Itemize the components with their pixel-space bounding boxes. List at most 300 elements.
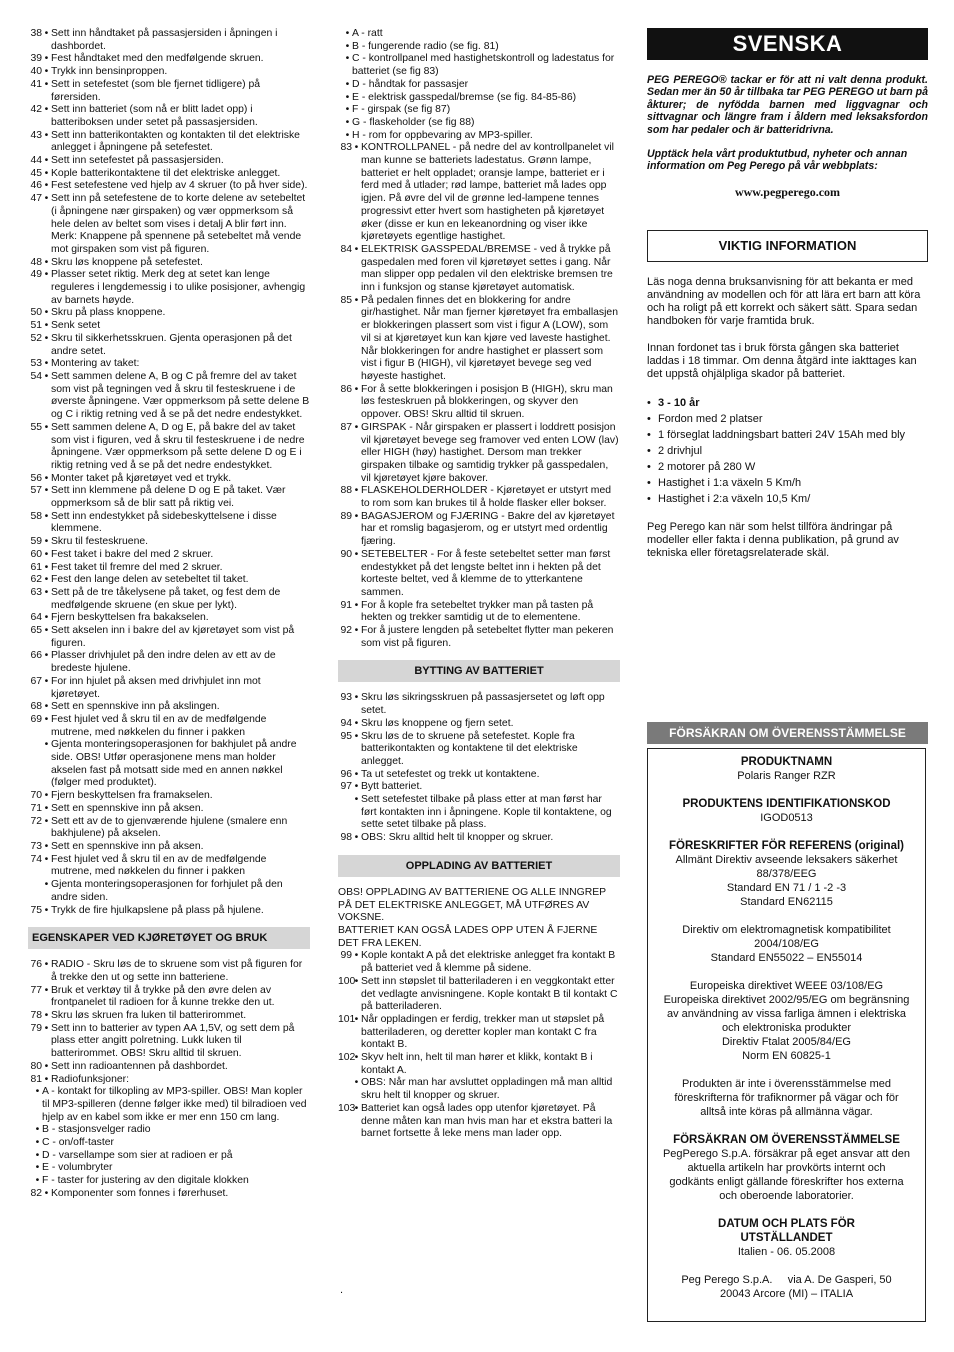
list-item: [28, 549, 310, 562]
list-item: [28, 28, 310, 53]
assembly-steps-list: [28, 28, 310, 917]
item-text: G - flaskeholder (se fig 88): [352, 116, 475, 128]
column-left: [28, 28, 310, 1201]
list-item: [338, 295, 620, 384]
intro-website-text: Upptäck hela vårt produktutbud, nyheter och annan information om Peg Perego på vår webbplats:: [647, 148, 908, 173]
column-right: [647, 28, 928, 560]
list-item: [28, 104, 310, 129]
bullet-icon: •: [44, 713, 49, 725]
list-item: [28, 1074, 310, 1087]
list-item: [28, 1023, 310, 1061]
bullet-icon: •: [354, 950, 359, 962]
bullet-icon: •: [647, 428, 651, 441]
list-item: [338, 422, 620, 486]
product-name-value: Polaris Ranger RZR: [737, 770, 836, 782]
text-line: Direktiv Ftalat 2005/84/EG: [721, 1036, 851, 1048]
item-text: Trykk inn bensinproppen.: [51, 66, 168, 78]
item-text: Sett en spennskive inn på aksen.: [51, 841, 204, 852]
list-item: [28, 879, 310, 904]
spec-list: [647, 395, 928, 507]
item-number: 39: [30, 53, 42, 65]
bullet-icon: •: [44, 53, 49, 65]
item-number: 55: [30, 421, 42, 433]
bullet-icon: •: [44, 548, 49, 560]
info-paragraph-3: Peg Perego kan när som helst tillföra ändringar på modeller eller fakta i denna publikation, på grund av tekniska eller företagsrelaterade skäl.: [647, 520, 899, 559]
item-text: Bytt batteriet.: [361, 781, 423, 793]
list-item: [338, 79, 620, 92]
item-number: 46: [30, 180, 42, 192]
item-number: 50: [30, 307, 42, 319]
bullet-icon: •: [44, 586, 49, 598]
declaration-title: FÖRSÄKRAN OM ÖVERENSSTÄMMELSE: [647, 722, 928, 744]
charging-warning: OBS! OPPLADING AV BATTERIENE OG ALLE INNGREP PÅ DET ELEKTRISKE ANLEGGET, MÅ UTFØRES AV VOKSNE. BATTERIET KAN OGSÅ LADES OPP UTEN Å FJERNE DET FRA LEKEN.: [338, 886, 606, 949]
item-text: ELEKTRISK GASSPEDAL/BREMSE - ved å trykke på gaspedalen med foren vil kjøretøyet settes i gang. Når man slipper opp pedalen vil den elektriske bremsen tre inn i funksjon og stanse kjøretøyet automatisk.: [361, 243, 613, 294]
item-number: 45: [30, 167, 42, 179]
bullet-icon: •: [44, 675, 49, 687]
item-text: Sett en spennskive inn på akslingen.: [51, 701, 220, 713]
column-middle: [338, 28, 620, 1141]
bullet-icon: •: [44, 155, 49, 167]
list-item: [338, 794, 620, 832]
bullet-icon: •: [44, 1010, 49, 1022]
list-item: [28, 959, 310, 984]
item-text: Batteriet kan også lades opp utenfor kjøretøyet. På denne måten kan man hvis man har et ekstra batteri la barnet fortsette å leke mens man lader opp.: [361, 1102, 613, 1140]
list-item: [28, 841, 310, 854]
item-text: Plasser drivhjulet på den indre delen av ett av de bredeste hjulene.: [51, 650, 276, 675]
list-item: [338, 549, 620, 600]
text-line: Direktiv om elektromagnetisk kompatibilitet: [682, 924, 891, 936]
item-text: C - on/off-taster: [42, 1137, 114, 1149]
list-item: [338, 832, 620, 845]
item-number: 47: [30, 193, 42, 205]
item-number: 91: [340, 599, 352, 611]
website-link[interactable]: www.pegperego.com: [734, 184, 841, 199]
item-text: Sett sammen delene A, B og C på fremre del av taket som vist på tegningen ved å skru til festeskruene i de øverste åpningene. Vær oppmerksom på sette delene B og C i riktig retning ved å se på det nedre endestykket.: [51, 370, 310, 421]
list-item: [28, 1061, 310, 1074]
item-number: 66: [30, 650, 42, 662]
list-item: [338, 950, 620, 975]
list-item: [28, 130, 310, 155]
spec-item: [647, 427, 928, 443]
item-text: Fest taket til fremre del med 2 skruer.: [51, 561, 223, 573]
item-number: 89: [340, 510, 352, 522]
item-number: 64: [30, 612, 42, 624]
list-item: [338, 384, 620, 422]
item-text: RADIO - Skru løs de to skruene som vist på figuren for å trekke den ut og sette inn batteriene.: [51, 959, 303, 983]
item-text: Sett på de tre tåkelysene på taket, og fest dem de medfølgende skruene (en skue per lykt).: [51, 586, 281, 611]
item-number: 52: [30, 332, 42, 344]
bullet-icon: •: [44, 815, 49, 827]
list-item: [338, 1077, 620, 1102]
bullet-icon: •: [44, 269, 49, 281]
text-line: av användning av vissa farliga ämnen i elektriska: [666, 1008, 907, 1020]
battery-change-list: [338, 692, 620, 844]
list-item: [338, 28, 620, 41]
item-number: 103: [338, 1102, 356, 1114]
item-text: Skru til sikkerhetsskruen. Gjenta operasjonen på det andre setet.: [51, 332, 292, 357]
item-number: 69: [30, 713, 42, 725]
section-title-battery-change: BYTTING AV BATTERIET: [338, 660, 620, 682]
item-number: 76: [30, 959, 42, 971]
bullet-icon: •: [345, 53, 350, 65]
list-item: [28, 625, 310, 650]
list-item: [28, 66, 310, 79]
intro-text: PEG PEREGO® tackar er för att ni valt denna produkt. Sedan mer än 50 år tillbaka tar PEG PEREGO ut barn på åkturer; de nyfödda barnen med liggvagnar och sittvagnar och längre fram i åldern med leksaksfordon som har pedaler och är batteridrivna.: [647, 74, 928, 136]
list-item: [338, 718, 620, 731]
bullet-icon: •: [35, 1175, 40, 1187]
item-number: 84: [340, 243, 352, 255]
list-item: [28, 816, 310, 841]
bullet-icon: •: [44, 1022, 49, 1034]
item-text: Fjern beskyttelsen fra framakselen.: [51, 790, 213, 802]
bullet-icon: •: [647, 460, 651, 473]
item-text: B - stasjonsvelger radio: [42, 1124, 151, 1136]
bullet-icon: •: [647, 444, 651, 457]
bullet-icon: •: [44, 984, 49, 996]
item-text: KONTROLLPANEL - på nedre del av kontrollpanelet vil man kunne se batteriets ladestatus. Grønn lampe, batteriet er helt oppladet; oransje lampe, batteriet er i ferd med å utlader; rød lampe, batteriet må lades opp igjen. På øvre del vil de grønne led-lampene tennes progressivt etter hvert som hastigheten på kjøretøyet øker (disse er kun en lekeanordning og viser ikke kjøretøyets egentlige hastighet.: [361, 142, 614, 243]
item-text: Sett akselen inn i bakre del av kjøretøyet som vist på figuren.: [51, 625, 295, 649]
item-text: Sett inn to batterier av typen AA 1,5V, og sett dem på plass etter angitt polretning. Lukk luken til batterirommet. OBS! Skru alltid til skruen.: [51, 1022, 295, 1060]
item-number: 41: [30, 78, 42, 90]
bullet-icon: •: [44, 739, 49, 751]
bullet-icon: •: [354, 510, 359, 522]
bullet-icon: •: [354, 781, 359, 793]
text-line: Standard EN62115: [740, 896, 833, 908]
list-item: [338, 511, 620, 549]
text-line: föreskrifterna för trafiknormer på vägar och för: [674, 1092, 899, 1104]
list-item: [28, 257, 310, 270]
product-code-value: IGOD0513: [760, 812, 813, 824]
item-text: Sett setefestet tilbake på plass etter at man først har ført kontakten inn i åpningene. Kople til kontaktene, og sette setet tilbake på plass.: [361, 794, 612, 831]
bullet-icon: •: [647, 492, 651, 505]
list-item: [28, 562, 310, 575]
list-item: [338, 130, 620, 143]
bullet-icon: •: [44, 129, 49, 141]
bullet-icon: •: [345, 116, 350, 128]
list-item: [28, 905, 310, 918]
bullet-icon: •: [44, 650, 49, 662]
item-number: 93: [340, 692, 352, 704]
list-item: [338, 1014, 620, 1052]
bullet-icon: •: [44, 320, 49, 332]
bullet-icon: •: [35, 1149, 40, 1161]
list-item: [28, 473, 310, 486]
item-number: 75: [30, 904, 42, 916]
item-text: Montering av taket:: [51, 358, 140, 370]
item-text: For å sette blokkeringen i posisjon B (HIGH), skru man løs festeskruen på blokkeringen, og skyver den oppover. OBS! Skru alltid til skruen.: [361, 383, 613, 421]
important-info-title: VIKTIG INFORMATION: [647, 230, 928, 262]
list-item: [338, 53, 620, 78]
bullet-icon: •: [44, 421, 49, 433]
item-text: Fjern beskyttelsen fra bakakselen.: [51, 612, 209, 624]
item-text: D - håndtak for passasjer: [352, 78, 469, 90]
item-number: 80: [30, 1060, 42, 1072]
item-text: Sett inn endestykket på sidebeskyttelsene i disse klemmene.: [51, 510, 277, 535]
item-number: 40: [30, 66, 42, 78]
item-number: 78: [30, 1010, 42, 1022]
list-item: [28, 701, 310, 714]
item-number: 68: [30, 701, 42, 713]
item-text: Skru løs knoppene og fjern setet.: [361, 717, 514, 729]
item-number: 44: [30, 155, 42, 167]
list-item: [338, 692, 620, 717]
list-item: [28, 358, 310, 371]
text-line: 2004/108/EG: [754, 938, 819, 950]
bullet-icon: •: [354, 768, 359, 780]
item-number: 88: [340, 485, 352, 497]
list-item: [338, 92, 620, 105]
list-item: [28, 1137, 310, 1150]
item-number: 99: [340, 950, 352, 962]
bullet-icon: •: [44, 104, 49, 116]
item-text: Fest hjulet ved å skru til en av de medfølgende mutrene, med nøkkelen du finner i pakken: [51, 713, 267, 738]
bullet-icon: •: [44, 841, 49, 852]
text-line: Europeiska direktivet 2002/95/EG om begränsning: [663, 994, 910, 1006]
list-item: [338, 625, 620, 650]
item-text: H - rom for oppbevaring av MP3-spiller.: [352, 129, 533, 141]
item-text: Fest hjulet ved å skru til en av de medfølgende mutrene, med nøkkelen du finner i pakken: [51, 853, 267, 878]
list-item: [28, 269, 310, 307]
bullet-icon: •: [345, 129, 350, 141]
bullet-icon: •: [44, 625, 49, 637]
item-number: 102: [338, 1052, 356, 1064]
item-text: Sett inn batterikontakten og kontakten til det elektriske anlegget i åpningene på setefestet.: [51, 129, 300, 154]
item-number: 95: [340, 730, 352, 742]
list-item: [28, 1124, 310, 1137]
spec-text: 2 motorer på 280 W: [658, 460, 756, 473]
spec-item: [647, 395, 928, 411]
text-line: 88/378/EEG: [756, 868, 817, 880]
spec-text: Fordon med 2 platser: [658, 412, 763, 425]
item-number: 56: [30, 472, 42, 484]
bullet-icon: •: [44, 193, 49, 205]
item-number: 70: [30, 790, 42, 802]
spec-text: 1 förseglat laddningsbart batteri 24V 15Ah med bly: [658, 428, 906, 441]
list-item: [338, 1052, 620, 1077]
item-text: E - volumbryter: [42, 1162, 113, 1174]
bullet-icon: •: [354, 383, 359, 395]
language-title: SVENSKA: [647, 28, 928, 60]
bullet-icon: •: [44, 853, 49, 865]
info-paragraph-2: Innan fordonet tas i bruk första gången ska batteriet laddas i 18 timmar. Om denna åtgärd inte iakttages kan det uppstå ohjälpliga skador på batteriet.: [647, 341, 917, 380]
list-item: [28, 739, 310, 790]
list-item: [28, 180, 310, 193]
components-list: [338, 28, 620, 650]
item-text: Radiofunksjoner:: [51, 1073, 129, 1085]
bullet-icon: •: [345, 28, 350, 39]
features-list: [28, 959, 310, 1200]
item-text: FLASKEHOLDERHOLDER - Kjøretøyet er utstyrt med to rom som kan brukes til å holde flasker eller bokser.: [361, 485, 612, 510]
bullet-icon: •: [354, 1102, 359, 1114]
item-number: 67: [30, 675, 42, 687]
list-item: [338, 41, 620, 54]
traffic-notice: [654, 1077, 919, 1119]
item-text: OBS: Skru alltid helt til knopper og skruer.: [361, 832, 554, 844]
item-text: A - kontakt for tilkopling av MP3-spiller. OBS! Man kopler til MP3-spilleren (denne følger ikke med) til bilradioen ved hjelp av en kabel som ikke er mer enn 150 cm lang.: [42, 1086, 307, 1123]
item-text: For inn hjulet på aksen med drivhjulet inn mot kjøretøyet.: [51, 675, 261, 700]
conformity-heading: FÖRSÄKRAN OM ÖVERENSSTÄMMELSE: [673, 1134, 900, 1146]
item-number: 87: [340, 421, 352, 433]
item-text: Sett sammen delene A, D og E, på bakre del av taket som vist i figuren, ved å skru til festeskruene i de nedre åpningene. Vær oppmerksom på sette delene D og E i riktig retning ved å se på det nedre endestykket.: [51, 421, 305, 471]
item-number: 79: [30, 1022, 42, 1034]
item-number: 51: [30, 320, 42, 332]
bullet-icon: •: [345, 104, 350, 116]
item-text: F - girspak (se fig 87): [352, 104, 451, 116]
regulations-weee: [654, 979, 919, 1063]
list-item: [28, 371, 310, 422]
item-text: Fest taket i bakre del med 2 skruer.: [51, 548, 214, 560]
spec-text: Hastighet i 1:a växeln 5 Km/h: [658, 476, 802, 489]
bullet-icon: •: [44, 904, 49, 916]
item-text: A - ratt: [352, 28, 383, 39]
date-place-heading: [654, 1217, 919, 1245]
bullet-icon: •: [354, 142, 359, 154]
text-line: UTSTÄLLANDET: [740, 1232, 833, 1244]
bullet-icon: •: [354, 832, 359, 844]
bullet-icon: •: [354, 485, 359, 497]
stray-dot: .: [340, 1284, 344, 1296]
item-text: Skyv helt inn, helt til man hører et klikk, kontakt B i kontakt A.: [361, 1052, 593, 1076]
text-line: alltså inte köras på allmänna vägar.: [700, 1106, 873, 1118]
list-item: [28, 333, 310, 358]
bullet-icon: •: [35, 1162, 40, 1174]
item-text: Sett inn på setefestene de to korte delene av setebeltet (i åpningene nær girspaken) og vær oppmerksom så hele delen av beltet som vises i detalj A blir ført inn. Merk: Knappene på spennene på setebeltet må vende mot girspaken som vist på figuren.: [51, 193, 306, 255]
item-text: Trykk de fire hjulkapslene på plass på hjulene.: [51, 904, 264, 916]
item-text: Skru løs skruen fra luken til batterirommet.: [51, 1010, 247, 1022]
product-name-heading: PRODUKTNAMN: [740, 756, 833, 768]
list-item: [28, 155, 310, 168]
list-item: [338, 600, 620, 625]
section-title-features: EGENSKAPER VED KJØRETØYET OG BRUK: [28, 927, 310, 949]
regulations-heading-suffix: (original): [854, 840, 904, 852]
bullet-icon: •: [44, 1073, 49, 1085]
item-text: F - taster for justering av den digitale klokken: [42, 1175, 249, 1187]
item-text: For å kople fra setebeltet trykker man på tasten på hekten og trekker samtidig ut de to elementene.: [361, 599, 594, 624]
item-number: 60: [30, 548, 42, 560]
list-item: [28, 803, 310, 816]
regulations-heading: FÖRESKRIFTER FÖR REFERENS: [669, 840, 852, 852]
list-item: [338, 485, 620, 510]
item-text: Sett inn setefestet på passasjersiden.: [51, 155, 224, 167]
list-item: [338, 769, 620, 782]
bullet-icon: •: [44, 701, 49, 713]
spec-item: [647, 443, 928, 459]
list-item: [28, 79, 310, 104]
section-title-charging: OPPLADING AV BATTERIET: [338, 855, 620, 877]
spec-item: [647, 491, 928, 507]
text-line: Peg Perego S.p.A. via A. De Gasperi, 50: [681, 1274, 892, 1286]
item-number: 100: [338, 975, 356, 987]
list-item: [28, 536, 310, 549]
item-text: Skru løs de to skruene på setefestet. Kople fra batterikontakten og kontaktene til det elektriske anlegget.: [361, 730, 578, 767]
bullet-icon: •: [44, 485, 49, 497]
product-code-heading: PRODUKTENS IDENTIFIKATIONSKOD: [682, 798, 891, 810]
item-number: 81: [30, 1073, 42, 1085]
item-text: Gjenta monteringsoperasjonen for bakhjulet på andre side. OBS! Utfør operasjonene mens man holder akselen fast på motsatt side med en annen nøkkel (følger med produktet).: [51, 739, 297, 789]
spec-text: 2 drivhjul: [658, 444, 703, 457]
list-item: [28, 1188, 310, 1201]
bullet-icon: •: [35, 1086, 40, 1098]
item-text: Komponenter som fonnes i førerhuset.: [51, 1187, 229, 1199]
bullet-icon: •: [44, 358, 49, 370]
item-number: 86: [340, 383, 352, 395]
item-number: 43: [30, 129, 42, 141]
item-number: 62: [30, 574, 42, 586]
item-text: Skru på plass knoppene.: [51, 307, 166, 319]
item-number: 57: [30, 485, 42, 497]
item-text: E - elektrisk gasspedal/bremse (se fig. 84-85-86): [352, 91, 577, 103]
item-number: 101: [338, 1013, 356, 1025]
item-number: 83: [340, 142, 352, 154]
text-line: Standard EN55022 – EN55014: [710, 952, 863, 964]
list-item: [28, 1086, 310, 1124]
text-line: aktuella artikeln har provkörts internt och: [687, 1162, 886, 1174]
bullet-icon: •: [44, 472, 49, 484]
item-text: SETEBELTER - For å feste setebeltet setter man først endestykket på det lengste beltet inn i hekten på det korteste beltet, ved å klemme de to ytterkantene sammen.: [361, 548, 611, 598]
bullet-icon: •: [354, 730, 359, 742]
list-item: [28, 1175, 310, 1188]
bullet-icon: •: [44, 612, 49, 624]
charging-list: [338, 950, 620, 1141]
bullet-icon: •: [354, 692, 359, 704]
text-line: och oberoende laboratorier.: [719, 1190, 854, 1202]
item-text: Skru løs knoppene på setefestet.: [51, 256, 203, 268]
bullet-icon: •: [345, 40, 350, 52]
item-text: Sett ett av de to gjenværende hjulene (smalere enn bakhjulene) på akselen.: [51, 815, 288, 840]
item-text: Bruk et verktøy til å trykke på den øvre delen av frontpanelet til radioen for å kunne trekke den ut.: [51, 984, 275, 1009]
item-text: Skru løs sikringsskruen på passasjersetet og løft opp setet.: [361, 692, 605, 717]
item-number: 82: [30, 1187, 42, 1199]
bullet-icon: •: [354, 1052, 359, 1064]
bullet-icon: •: [345, 91, 350, 103]
item-text: Fest den lange delen av setebeltet til taket.: [51, 574, 249, 586]
item-text: OBS: Når man har avsluttet oppladingen må man alltid skru helt til knopper og skruer.: [361, 1077, 613, 1102]
text-line: DATUM OCH PLATS FÖR: [718, 1218, 855, 1230]
item-text: Kople kontakt A på det elektriske anlegget fra kontakt B på batteriet ved å klemme på sidene.: [361, 950, 616, 975]
item-number: 59: [30, 536, 42, 548]
regulations-emc: [654, 923, 919, 965]
regulations-toy-safety: [654, 853, 919, 909]
item-text: Sett inn klemmene på delene D og E på taket. Vær oppmerksom så de blir satt på riktig vei.: [51, 485, 286, 510]
info-paragraph-1: Läs noga denna bruksanvisning för att bekanta er med användning av modellen och för att lära ert barn att köra och ha roligt på ett korrekt och säkert sätt. Spara sedan handboken för varje framtida bruk.: [647, 275, 921, 327]
list-item: [338, 244, 620, 295]
item-number: 63: [30, 586, 42, 598]
list-item: [28, 1150, 310, 1163]
item-text: C - kontrollpanel med hastighetskontroll og ladestatus for batteriet (se fig 83): [352, 53, 615, 78]
bullet-icon: •: [44, 790, 49, 802]
bullet-icon: •: [44, 1187, 49, 1199]
bullet-icon: •: [647, 396, 651, 409]
item-number: 94: [340, 717, 352, 729]
conformity-text: [654, 1147, 919, 1203]
bullet-icon: •: [35, 1124, 40, 1136]
item-number: 71: [30, 802, 42, 814]
date-place-value: Italien - 06. 05.2008: [737, 1246, 836, 1258]
bullet-icon: •: [647, 476, 651, 489]
list-item: [338, 976, 620, 1014]
list-item: [28, 790, 310, 803]
list-item: [28, 854, 310, 879]
list-item: [28, 1010, 310, 1023]
bullet-icon: •: [44, 307, 49, 319]
bullet-icon: •: [44, 180, 49, 192]
list-item: [338, 142, 620, 244]
list-item: [28, 53, 310, 66]
list-item: [28, 168, 310, 181]
item-text: D - varsellampe som sier at radioen er på: [42, 1149, 233, 1161]
bullet-icon: •: [44, 574, 49, 586]
item-number: 90: [340, 548, 352, 560]
